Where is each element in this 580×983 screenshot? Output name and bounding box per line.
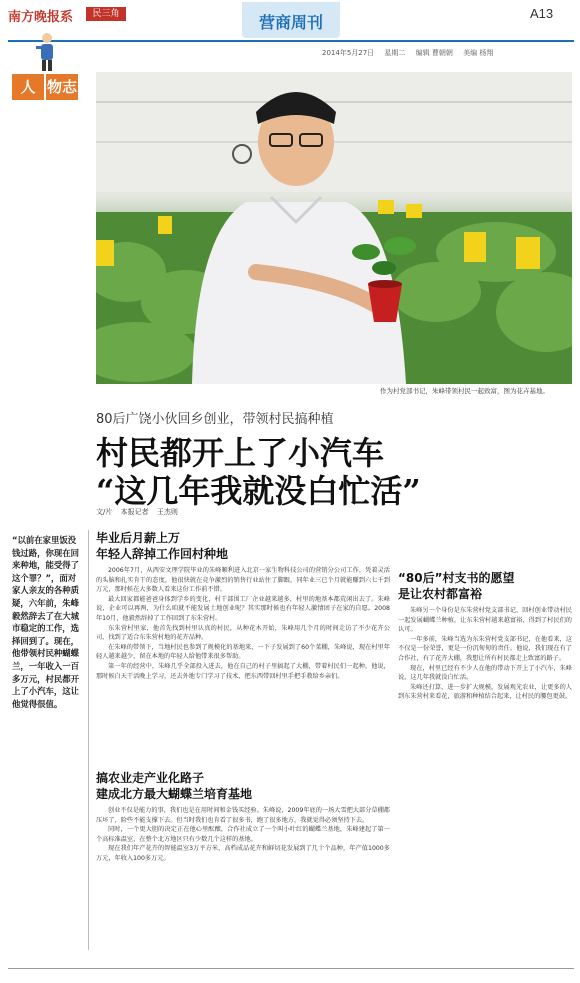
section-title: 营商周刊	[258, 13, 323, 32]
newspaper-brand: 南方晚报系	[8, 10, 74, 25]
weekday: 星期二	[384, 49, 406, 57]
section1-heading2: 年轻人辞掉工作回村种地	[96, 547, 229, 561]
paragraph: 现在，村里已经有不少人在他的带动下开上了小汽车，朱峰说，这几年我就没白忙活。	[398, 664, 572, 682]
column-logo	[8, 32, 82, 104]
feature-photo	[96, 72, 572, 384]
article-title-line1: 村民都开上了小汽车	[96, 434, 385, 472]
person-figure-icon	[36, 32, 58, 72]
byline-label: 文/片	[96, 508, 113, 516]
section2-heading2: 建成北方最大蝴蝶兰培育基地	[96, 787, 253, 801]
section2-body	[96, 806, 390, 966]
date-line	[322, 48, 501, 58]
section3-heading1: “80后”村支书的愿望	[398, 571, 515, 585]
section3-body	[398, 606, 572, 964]
paragraph: 现在我们年产花卉的智能温室3万平方米，高档成品花卉和鲜切花发展到了几十个品种，年产值1000多万元，年收入100多万元。	[96, 845, 390, 862]
section3-heading2: 是让农村都富裕	[398, 587, 483, 601]
header-rule	[8, 40, 574, 42]
pull-quote: “以前在家里饭没钱过路，你现在回来种地，能受得了这个罪？”，面对家人亲友的各种质疑，六年前，朱峰毅然辞去了在大城市稳定的工作，选择回到了。现在，他带领村民种蝴蝶兰，一年收入一百多万元，村民都开上了小汽车，这让他觉得很值。	[12, 535, 79, 709]
column-label-chars: 物志	[46, 74, 78, 100]
paragraph: 东朱营村里家，他首先找到村里认真的村民，从种花木开始，朱峰用几个月的时间走访了不少花卉公司，找到了适合东朱营村地的花卉品种。	[96, 624, 390, 642]
byline-author: 王杰则	[156, 508, 178, 516]
section1-heading1: 毕业后月薪上万	[96, 531, 181, 545]
section2-heading1: 搞农业走产业化路子	[96, 771, 205, 785]
article-kicker: 80后广饶小伙回乡创业，带领村民搞种植	[96, 412, 334, 427]
column-label-char: 人	[12, 74, 44, 100]
photo-illustration	[96, 72, 572, 384]
paragraph: 最大回家都能爸爸身体到学乡的变化，村干部围工厂企业越来越多，村里的地基本都荒闲出去了。朱峰说，企业可以再两，为什么咱就不能发展土地创业呢？其实那时候也有年轻人激情团子在家的自愿。2008年10月，他毅然辞掉了工作回到了东朱营村。	[96, 595, 390, 622]
page-number: A13	[530, 6, 554, 21]
paragraph: 在朱峰的带领下，当地村民也参到了规模化的基地来，一下子发展到了60个菜棚，朱峰说，现在村里年轻人越来越少，留在本地的年轻人给他带来很多帮助。	[96, 643, 390, 661]
paragraph: 第一年的经营中，朱峰几乎全部投入进去，他在自己的村子里搞起了大棚，带着村民们一起种。他说，那时候白天干活晚上学习，还去外地专门学习了技术，把东西带回村里手把手教给乡亲们。	[96, 662, 390, 680]
art-editor: 美编 杨翔	[463, 49, 494, 57]
byline-role: 本报记者	[120, 508, 149, 516]
paragraph: 一年多前，朱峰当选为东朱营村党支部书记，在他看来，这不仅是一份荣誉，更是一份沉甸甸的责任。他说，我们现在有了合作社，有了花卉大棚，我想让所有村民都走上致富的路子。	[398, 635, 572, 662]
byline	[96, 507, 184, 517]
brand-badge: 民三角	[86, 7, 126, 21]
section1-body	[96, 566, 390, 766]
paragraph: 朱峰还打算，进一步扩大规模，发展观光农业，让更多的人到东朱营村来看花，旅游和种植结合起来，让村民的腰包更鼓。	[398, 683, 572, 701]
editor: 编辑 曹朝朝	[415, 49, 453, 57]
issue-date: 2014年5月27日	[322, 49, 375, 57]
paragraph: 2006年7月，从西安文理学院毕业的朱峰顺利进入北京一家生物科技公司的营销分公司工作，凭着灵活的头脑和扎实肯干的态度，他很快就在竞争激烈的销售行业站住了脚跟，同年业三已个月就能赚到六七千到万元，那时候在大多数人看来这份工作前不错。	[96, 567, 390, 594]
paragraph: 朱峰另一个身份是东朱营村党支部书记，回村创业带动村民一起发展蝴蝶兰种植，让东朱营村越来越富裕，得到了村民们的认可。	[398, 607, 572, 634]
footer-rule	[8, 968, 574, 969]
photo-caption: 作为村党部书记，朱峰带领村民一起致富，图为花卉基地。	[380, 387, 549, 395]
paragraph: 创业不仅是能力的事，我们也是在用时间和金钱买经验。朱峰说，2009年底的一场大雪把大部分草棚都压坏了，险些不能支撑下去。但当时我们也肯看了很多书，跑了很多地方，我就觉得必须坚持下去。	[96, 807, 390, 824]
article-title-line2: “这几年我就没白忙活”	[96, 472, 421, 510]
paragraph: 同时，一个更大胆的决定正在他心里酝酿，合作社成立了一个叫小叶红的蝴蝶兰基地，朱峰建起了第一个高标准温室，在整个北方地区只有少数几个这样的基地。	[96, 826, 390, 843]
